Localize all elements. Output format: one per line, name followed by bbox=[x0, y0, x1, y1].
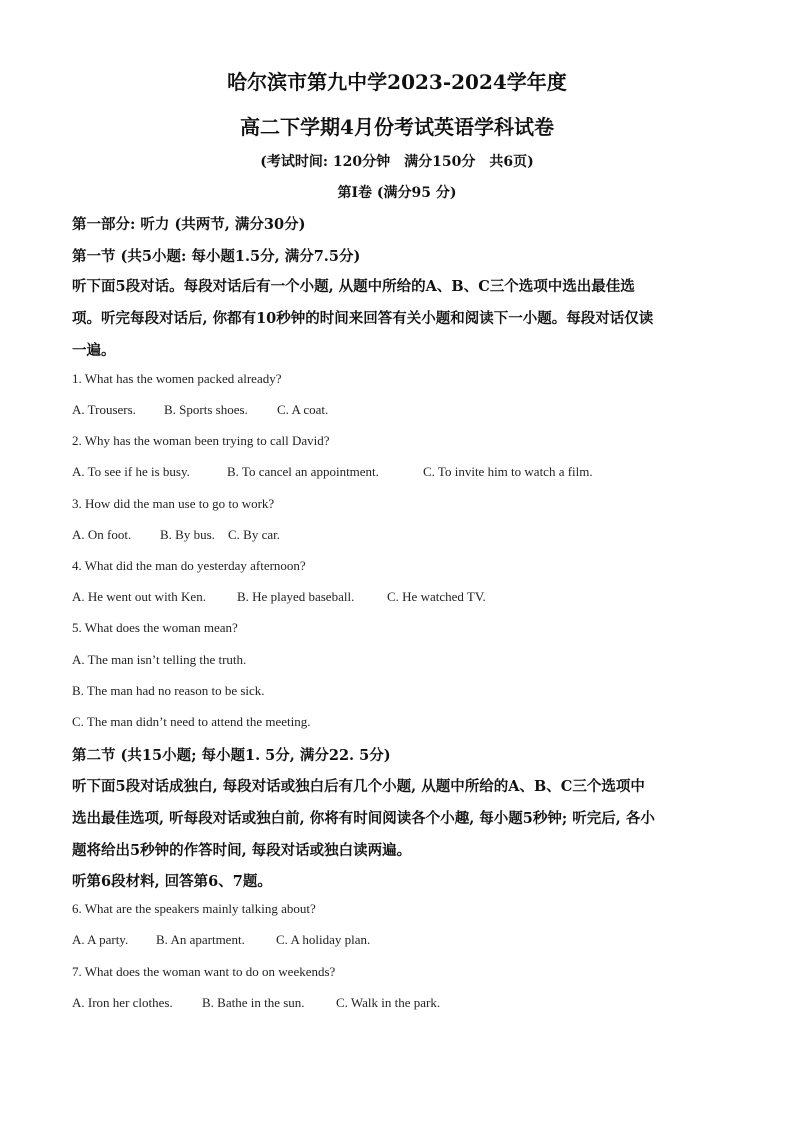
material-6-heading: 听第6段材料, 回答第6、7题。 bbox=[72, 873, 272, 890]
question-2: 2. Why has the woman been trying to call David? bbox=[72, 433, 330, 448]
question-1-options bbox=[72, 402, 328, 418]
question-5-option-a: A. The man isn’t telling the truth. bbox=[72, 652, 247, 667]
option-a: A. To see if he is busy. bbox=[72, 464, 190, 479]
option-b: B. To cancel an appointment. bbox=[227, 464, 379, 479]
question-1: 1. What has the women packed already? bbox=[72, 371, 282, 386]
option-b: B. Sports shoes. bbox=[164, 402, 248, 417]
option-b: B. By bus. bbox=[160, 527, 215, 542]
question-6: 6. What are the speakers mainly talking about? bbox=[72, 901, 316, 916]
section2-heading: 第二节 (共15小题; 每小题1. 5分, 满分22. 5分) bbox=[72, 747, 391, 764]
option-c: C. He watched TV. bbox=[387, 589, 486, 604]
question-2-options bbox=[72, 464, 593, 480]
question-6-options bbox=[72, 932, 370, 948]
question-3-options bbox=[72, 527, 280, 543]
question-5-option-b: B. The man had no reason to be sick. bbox=[72, 683, 265, 698]
question-5-option-c: C. The man didn’t need to attend the meeting. bbox=[72, 714, 311, 729]
volume-heading: 第I卷 (满分95 分) bbox=[337, 185, 457, 201]
option-a: A. He went out with Ken. bbox=[72, 589, 206, 604]
section1-instructions-line2: 项。听完每段对话后, 你都有10秒钟的时间来回答有关小题和阅读下一小题。每段对话仅读 bbox=[72, 310, 654, 327]
part1-heading: 第一部分: 听力 (共两节, 满分30分) bbox=[72, 216, 306, 233]
option-c: C. A holiday plan. bbox=[276, 932, 371, 947]
question-3: 3. How did the man use to go to work? bbox=[72, 496, 275, 511]
exam-info: (考试时间: 120分钟 满分150分 共6页) bbox=[260, 154, 534, 170]
question-4: 4. What did the man do yesterday afternoon? bbox=[72, 558, 306, 573]
option-c: C. Walk in the park. bbox=[336, 995, 441, 1010]
option-b: B. An apartment. bbox=[156, 932, 245, 947]
option-a: A. A party. bbox=[72, 932, 129, 947]
question-7-options bbox=[72, 995, 440, 1011]
option-a: A. Iron her clothes. bbox=[72, 995, 173, 1010]
section1-instructions-line1: 听下面5段对话。每段对话后有一个小题, 从题中所给的A、B、C三个选项中选出最佳选 bbox=[72, 278, 635, 295]
question-4-options bbox=[72, 589, 486, 605]
option-c: C. A coat. bbox=[277, 402, 329, 417]
option-a: A. Trousers. bbox=[72, 402, 136, 417]
option-b: B. He played baseball. bbox=[237, 589, 355, 604]
option-a: A. On foot. bbox=[72, 527, 132, 542]
exam-title-school: 哈尔滨市第九中学2023-2024学年度 bbox=[227, 70, 567, 94]
option-c: C. To invite him to watch a film. bbox=[423, 464, 593, 479]
section1-instructions-line3: 一遍。 bbox=[72, 342, 116, 359]
section2-instructions-line1: 听下面5段对话成独白, 每段对话或独白后有几个小题, 从题中所给的A、B、C三个选项中 bbox=[72, 778, 645, 795]
question-7: 7. What does the woman want to do on weekends? bbox=[72, 964, 336, 979]
section1-heading: 第一节 (共5小题: 每小题1.5分, 满分7.5分) bbox=[72, 248, 361, 265]
option-c: C. By car. bbox=[228, 527, 280, 542]
section2-instructions-line3: 题将给出5秒钟的作答时间, 每段对话或独白读两遍。 bbox=[72, 842, 412, 859]
question-5: 5. What does the woman mean? bbox=[72, 620, 238, 635]
option-b: B. Bathe in the sun. bbox=[202, 995, 305, 1010]
section2-instructions-line2: 选出最佳选项, 听每段对话或独白前, 你将有时间阅读各个小趣, 每小题5秒钟; 听完后, 各小 bbox=[72, 810, 655, 827]
exam-title-subject: 高二下学期4月份考试英语学科试卷 bbox=[240, 115, 554, 139]
